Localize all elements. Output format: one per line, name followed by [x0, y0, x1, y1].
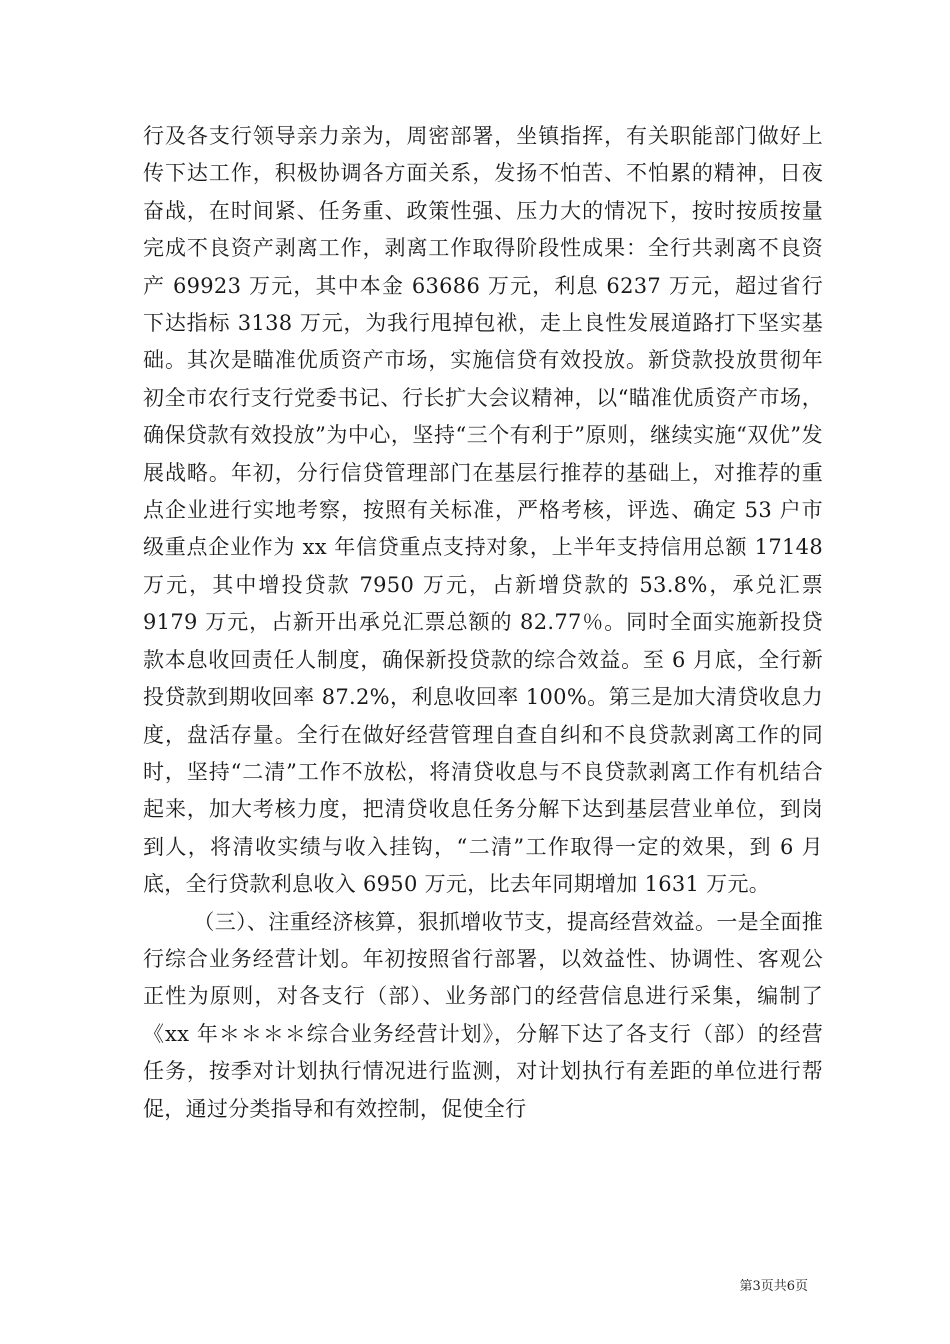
paragraph-2: （三）、注重经济核算，狠抓增收节支，提高经营效益。一是全面推行综合业务经营计划。年初按照省行部署，以效益性、协调性、客观公正性为原则，对各支行（部）、业务部门的经营信息进行采集，编制了《xx 年＊＊＊＊综合业务经营计划》，分解下达了各支行（部）的经营任务，按季对计划执行情况进行监测，对计划执行有差距的单位进行帮促，通过分类指导和有效控制，促使全行	[143, 909, 823, 1121]
paragraph-1: 行及各支行领导亲力亲为，周密部署，坐镇指挥，有关职能部门做好上传下达工作，积极协调各方面关系，发扬不怕苦、不怕累的精神，日夜奋战，在时间紧、任务重、政策性强、压力大的情况下，按时按质按量完成不良资产剥离工作，剥离工作取得阶段性成果：全行共剥离不良资产 69923 万元，其中本金 63686 万元，利息 6237 万元，超过省行下达指标 3138 万元，为我行甩掉包袱，走上良性发展道路打下坚实基础。其次是瞄准优质资产市场，实施信贷有效投放。新贷款投放贯彻年初全市农行支行党委书记、行长扩大会议精神，以“瞄准优质资产市场，确保贷款有效投放”为中心，坚持“三个有利于”原则，继续实施“双优”发展战略。年初，分行信贷管理部门在基层行推荐的基础上，对推荐的重点企业进行实地考察，按照有关标准，严格考核，评选、确定 53 户市级重点企业作为 xx 年信贷重点支持对象，上半年支持信用总额 17148 万元，其中增投贷款 7950 万元，占新增贷款的 53.8%，承兑汇票 9179 万元，占新开出承兑汇票总额的 82.77％。同时全面实施新投贷款本息收回责任人制度，确保新投贷款的综合效益。至 6 月底，全行新投贷款到期收回率 87.2%，利息收回率 100%。第三是加大清贷收息力度，盘活存量。全行在做好经营管理自查自纠和不良贷款剥离工作的同时，坚持“二清”工作不放松，将清贷收息与不良贷款剥离工作有机结合起来，加大考核力度，把清贷收息任务分解下达到基层营业单位，到岗到人，将清收实绩与收入挂钩，“二清”工作取得一定的效果，到 6 月底，全行贷款利息收入 6950 万元，比去年同期增加 1631 万元。	[143, 124, 823, 897]
page-number-footer: 第3页共6页	[739, 1279, 808, 1294]
document-body	[143, 118, 823, 1128]
